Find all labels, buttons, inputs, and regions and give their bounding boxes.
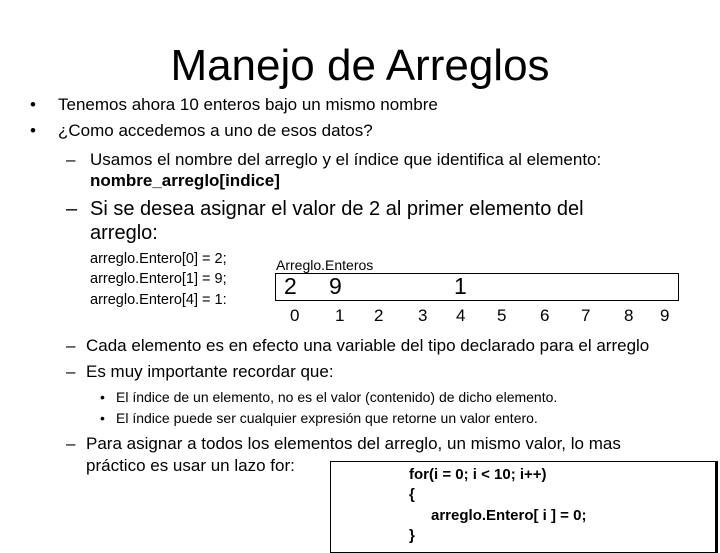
sub-bullet-text-cont: arreglo:	[90, 222, 158, 244]
dash-icon: –	[66, 150, 76, 169]
array-index: 1	[335, 306, 345, 325]
sub-bullet-text-cont: práctico es usar un lazo for:	[86, 456, 295, 475]
code-line: }	[409, 527, 415, 544]
sub-bullet-text: Para asignar a todos los elementos del arreglo, un mismo valor, lo mas	[86, 434, 621, 453]
bullet-text: Tenemos ahora 10 enteros bajo un mismo nombre	[58, 95, 438, 114]
array-index: 8	[624, 306, 634, 325]
sub-bullet-text: Es muy importante recordar que:	[86, 362, 334, 381]
bullet-dot-icon: •	[100, 410, 105, 426]
dash-icon: –	[66, 434, 76, 453]
note-text: El índice puede ser cualquier expresión que retorne un valor entero.	[116, 410, 538, 426]
dash-icon: –	[66, 336, 76, 355]
dash-icon: –	[66, 198, 78, 220]
code-line: for(i = 0; i < 10; i++)	[409, 466, 547, 483]
array-cell-value: 9	[329, 273, 342, 299]
code-line: arreglo.Entero[ i ] = 0;	[431, 507, 587, 524]
array-index: 4	[456, 306, 466, 325]
array-diagram	[275, 273, 679, 301]
syntax-text: nombre_arreglo[indice]	[90, 171, 280, 190]
sub-bullet-text: Si se desea asignar el valor de 2 al primer elemento del	[90, 198, 584, 220]
array-name-label: Arreglo.Enteros	[276, 257, 374, 273]
bullet-dot-icon: •	[100, 389, 105, 405]
array-index: 7	[581, 306, 591, 325]
array-index: 0	[290, 306, 300, 325]
assignment-line: arreglo.Entero[0] = 2;	[90, 251, 227, 267]
bullet-dot-icon: •	[30, 95, 36, 114]
dash-icon: –	[66, 362, 76, 381]
array-index: 5	[497, 306, 507, 325]
bullet-dot-icon: •	[30, 121, 36, 140]
code-line: {	[409, 486, 415, 503]
bullet-item	[30, 94, 46, 116]
array-index: 9	[660, 306, 670, 325]
array-index: 3	[418, 306, 428, 325]
slide-title: Manejo de Arreglos	[170, 41, 550, 90]
array-cell-value: 1	[454, 273, 467, 299]
array-index: 6	[540, 306, 550, 325]
bullet-text: ¿Como accedemos a uno de esos datos?	[58, 121, 373, 140]
bullet-item	[30, 120, 46, 142]
array-cell-value: 2	[284, 273, 297, 299]
note-text: El índice de un elemento, no es el valor (contenido) de dicho elemento.	[116, 389, 558, 405]
code-block	[330, 461, 718, 553]
assignment-line: arreglo.Entero[4] = 1:	[90, 292, 227, 308]
sub-bullet-text: Usamos el nombre del arreglo y el índice que identifica al elemento:	[90, 150, 602, 169]
assignment-line: arreglo.Entero[1] = 9;	[90, 271, 227, 287]
array-index: 2	[374, 306, 384, 325]
sub-bullet-text: Cada elemento es en efecto una variable del tipo declarado para el arreglo	[86, 336, 650, 355]
